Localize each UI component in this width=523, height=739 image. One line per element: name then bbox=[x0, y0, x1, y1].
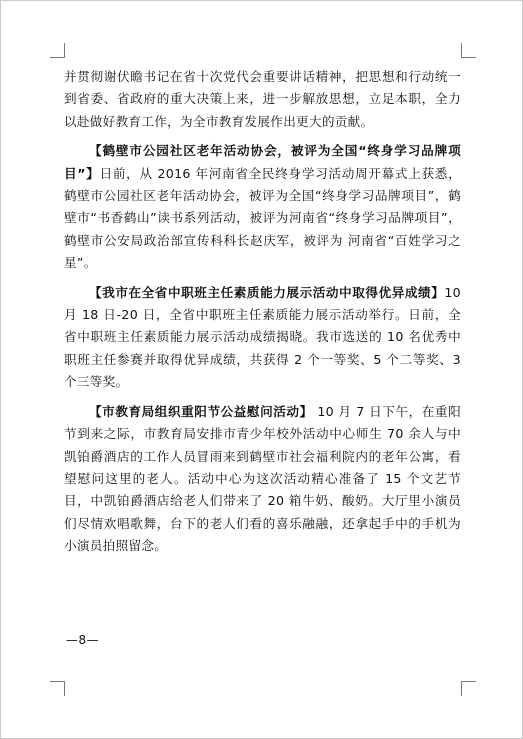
crop-mark-bottom-right bbox=[461, 681, 476, 696]
paragraph-body: 并贯彻谢伏瞻书记在省十次党代会重要讲话精神，把思想和行动统一到省委、省政府的重大决策上来，进一步解放思想，立足本职，全力以赴做好教育工作，为全市教育发展作出更大的贡献。 bbox=[64, 69, 461, 129]
news-body: 10 月 18 日-20 日，全省中职班主任素质能力展示活动举行。日前，全省中职班主任素质能力展示活动成绩揭晓。我市选送的 10 名优秀中职班主任参赛并取得优异成绩，共获得 2 个一等奖、5 个二等奖、3 个三等奖。 bbox=[64, 284, 461, 390]
news-body: 日前，从 2016 年河南省全民终身学习活动周开幕式上获悉，鹤壁市公园社区老年活动协会，被评为全国“终身学习品牌项目”，鹤壁市“书香鹤山”读书系列活动，被评为河南省“终身学习品牌项目”， 鹤壁市公安局政治部宣传科科长赵庆军，被评为 河南省“百姓学习之星”。 bbox=[64, 165, 461, 271]
news-headline: 【鹤壁市公园社区老年活动协会，被评为全国“终身学习品牌项目”】 bbox=[64, 143, 461, 181]
news-headline: 【我市在全省中职班主任素质能力展示活动中取得优异成绩】 bbox=[89, 284, 445, 300]
paragraph-continuation bbox=[64, 66, 461, 133]
news-item-vocational-teachers bbox=[64, 282, 461, 394]
news-headline: 【市教育局组织重阳节公益慰问活动】 bbox=[89, 403, 313, 419]
document-body bbox=[64, 66, 461, 565]
crop-mark-top-right bbox=[461, 43, 476, 58]
news-item-learning-brand bbox=[64, 140, 461, 274]
news-item-double-ninth bbox=[64, 401, 461, 558]
news-body: 10 月 7 日下午，在重阳节到来之际，市教育局安排市青少年校外活动中心师生 70 余人与中凯铂爵酒店的工作人员冒雨来到鹤壁市社会福利院内的老年公寓，看望慰问这里的老人。活动中心为这次活动精心准备了 15 个文艺节目，中凯铂爵酒店给老人们带来了 20 箱牛奶、酸奶。大厅里小演员们尽情欢唱歌舞，台下的老人们看的喜乐融融，还拿起手中的手机为小演员拍照留念。 bbox=[64, 403, 461, 554]
page-number: —8— bbox=[66, 633, 100, 647]
crop-mark-bottom-left bbox=[50, 681, 65, 696]
crop-mark-top-left bbox=[50, 43, 65, 58]
